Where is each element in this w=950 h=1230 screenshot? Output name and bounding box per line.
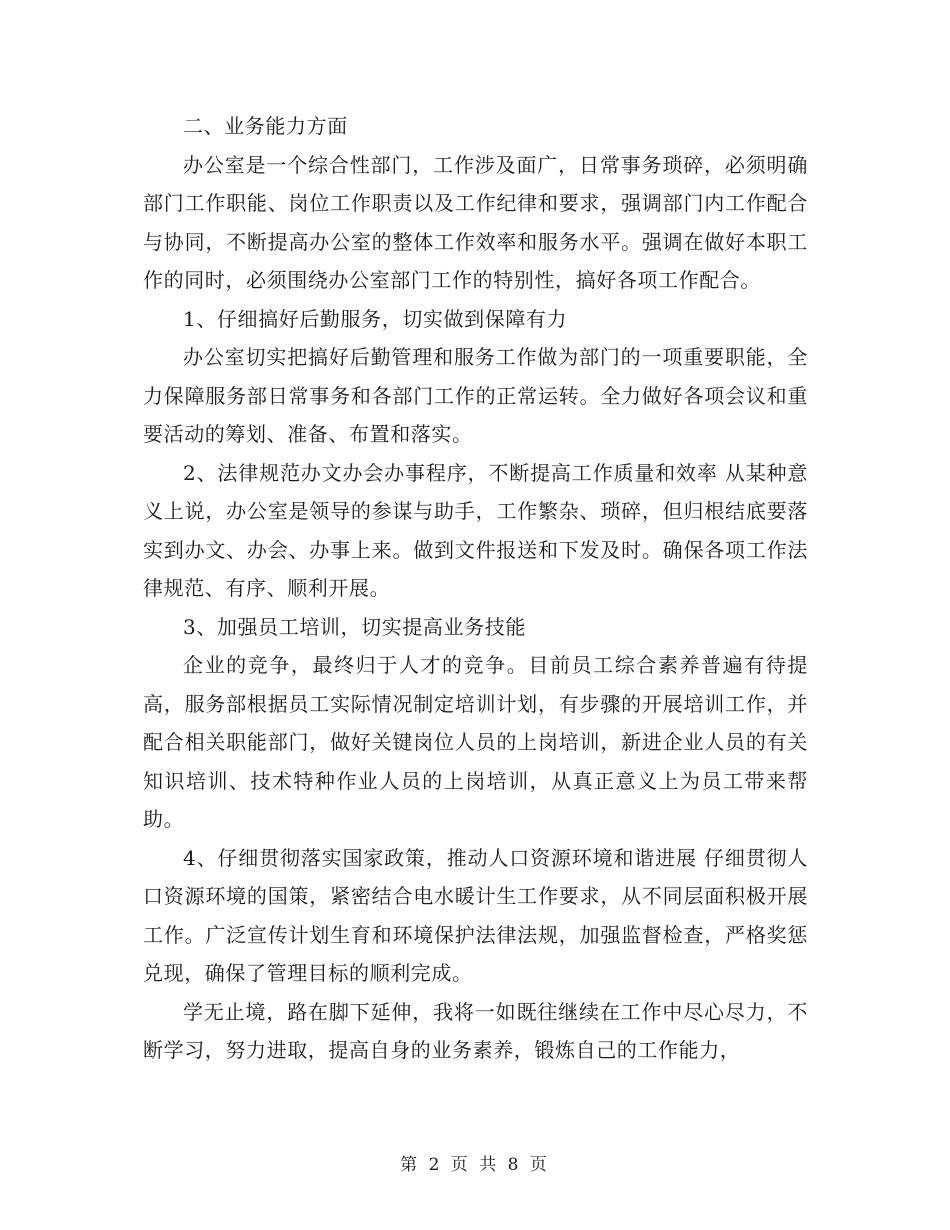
item4-paragraph: 4、仔细贯彻落实国家政策，推动人口资源环境和谐进展 仔细贯彻人口资源环境的国策，紧密结合电水暖计生工作要求，从不同层面积极开展工作。广泛宣传计划生育和环境保护法律法规，加强监督检查，严格奖惩兑现，确保了管理目标的顺利完成。 <box>143 845 808 985</box>
page-footer <box>0 1153 950 1177</box>
item1-heading: 1、仔细搞好后勤服务，切实做到保障有力 <box>183 306 568 331</box>
page-indicator: 第 2 页 共 8 页 <box>400 1155 550 1175</box>
item3-heading: 3、加强员工培训，切实提高业务技能 <box>183 614 526 639</box>
closing-paragraph: 学无止境，路在脚下延伸，我将一如既往继续在工作中尽心尽力，不断学习，努力进取，提高自身的业务素养，锻炼自己的工作能力， <box>143 999 808 1062</box>
section-heading: 二、业务能力方面 <box>183 114 348 138</box>
document-body <box>143 107 808 1070</box>
item3-paragraph: 企业的竞争，最终归于人才的竞争。目前员工综合素养普遍有待提高，服务部根据员工实际情况制定培训计划，有步骤的开展培训工作，并配合相关职能部门，做好关键岗位人员的上岗培训，新进企业人员的有关知识培训、技术特种作业人员的上岗培训，从真正意义上为员工带来帮助。 <box>143 653 808 831</box>
intro-paragraph: 办公室是一个综合性部门，工作涉及面广，日常事务琐碎，必须明确部门工作职能、岗位工作职责以及工作纪律和要求，强调部门内工作配合与协同，不断提高办公室的整体工作效率和服务水平。强调在做好本职工作的同时，必须围绕办公室部门工作的特别性，搞好各项工作配合。 <box>143 152 808 292</box>
item2-paragraph: 2、法律规范办文办会办事程序，不断提高工作质量和效率 从某种意义上说，办公室是领导的参谋与助手，工作繁杂、琐碎，但归根结底要落实到办文、办会、办事上来。做到文件报送和下发及时。确保各项工作法律规范、有序、顺利开展。 <box>143 460 808 600</box>
item1-paragraph: 办公室切实把搞好后勤管理和服务工作做为部门的一项重要职能，全力保障服务部日常事务和各部门工作的正常运转。全力做好各项会议和重要活动的筹划、准备、布置和落实。 <box>143 345 808 446</box>
